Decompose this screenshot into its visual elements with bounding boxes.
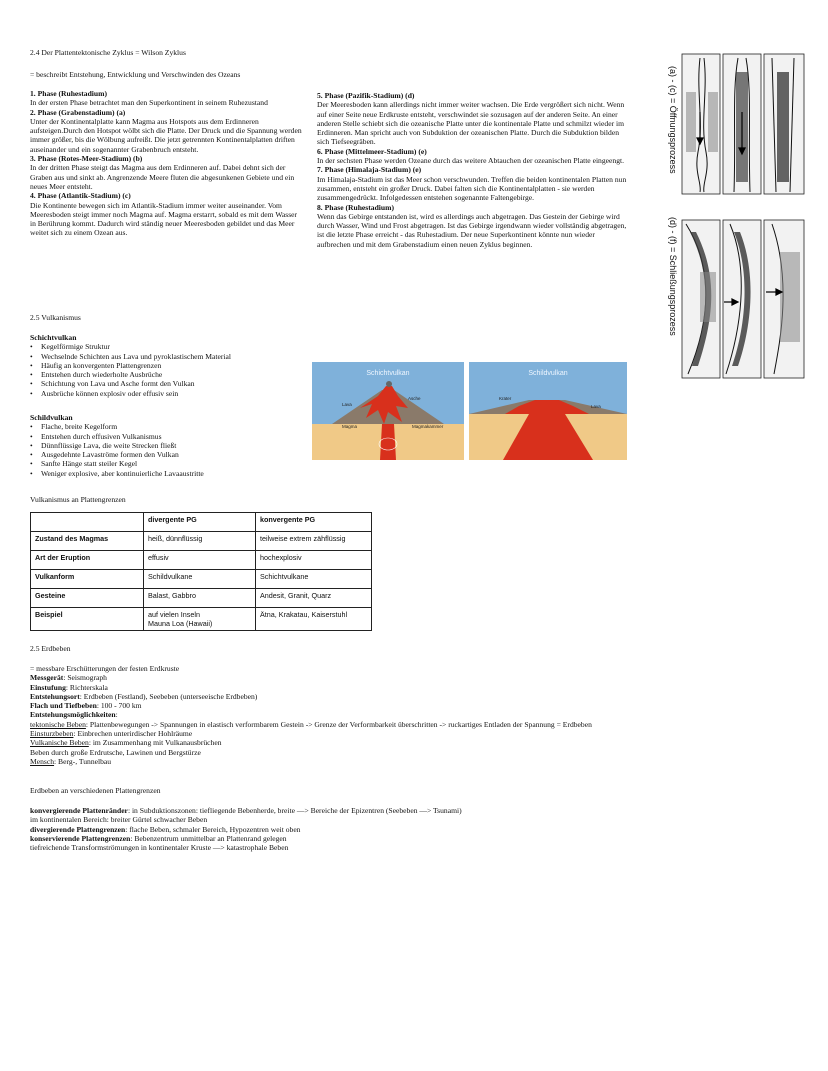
schichtvulkan-illustration xyxy=(312,362,464,460)
value-einstufung: : Richterskala xyxy=(65,682,108,692)
value-mensch: : Berg-, Tunnelbau xyxy=(54,756,112,766)
phase4-title: 4. Phase (Atlantik-Stadium) (c) xyxy=(30,191,131,201)
value-divergierend: : flache Beben, schmaler Bereich, Hypozentren weit oben xyxy=(125,824,301,834)
erdbeben-section xyxy=(30,664,810,766)
schichtvulkan-img-title: Schichtvulkan xyxy=(366,370,410,377)
phase7-title: 7. Phase (Himalaja-Stadium) (e) xyxy=(317,165,422,175)
schildvulkan-illustration xyxy=(469,362,627,460)
phase6-text: In der sechsten Phase werden Ozeane durch das weitere Abtauchen der ozeanischen Platte eingeengt. xyxy=(317,156,624,166)
value-entstehungsmoeglichkeiten: : xyxy=(115,710,118,720)
phase2-title: 2. Phase (Grabenstadium) (a) xyxy=(30,107,126,117)
table-row xyxy=(31,608,372,631)
table-cell: effusiv xyxy=(144,551,256,570)
table-row xyxy=(31,551,372,570)
value-tektonische-beben: : Plattenbewegungen -> Spannungen in elastisch verformbarem Gestein -> Grenze der Verformbarkeit überschritten -> ruckartiges Entladen der Spannung = Erdbeben xyxy=(85,719,592,729)
table-header-row xyxy=(31,513,372,532)
zyklus-left-column xyxy=(30,89,302,238)
schichtvulkan-title: Schichtvulkan xyxy=(30,333,77,342)
phase2-text: Unter der Kontinentalplatte kann Magma aus Hotspots aus dem Erdinneren aufsteigen.Durch den Hotspot wölbt sich die Platte. Der Druck und die Spannung werden immer größer, bis die Wölbung aufreißt. Die jetzt getrennten Kontinentalplatten driften auseinander und ein sogenannter Grabenbruch entsteht. xyxy=(30,116,302,154)
list-item: • Flache, breite Kegelform xyxy=(41,422,204,431)
zyklus-heading: 2.4 Der Plattentektonische Zyklus = Wilson Zyklus xyxy=(30,48,186,57)
list-item: • Ausbrüche können explosiv oder effusiv sein xyxy=(41,389,231,398)
list-item: • Dünnflüssige Lava, die weite Strecken fließt xyxy=(41,441,204,450)
label-entstehungsmoeglichkeiten: Entstehungsmöglichkeiten xyxy=(30,710,116,720)
label-mensch: Mensch xyxy=(30,756,55,766)
value-konvergierend: : in Subduktionszonen: tiefliegende Bebenherde, breite —> Bereiche der Epizentren (Seebeben —> Tsunami) xyxy=(127,806,462,815)
label-entstehungsort: Entstehungsort xyxy=(30,691,80,701)
schildvulkan-title: Schildvulkan xyxy=(30,413,73,422)
plattengrenzen-section xyxy=(30,806,810,852)
diagram-label-opening: (a) - (c) = Öffnungsprozess xyxy=(668,66,678,174)
zyklus-intro: = beschreibt Entstehung, Entwicklung und Verschwinden des Ozeans xyxy=(30,70,241,79)
phase3-title: 3. Phase (Rotes-Meer-Stadium) (b) xyxy=(30,154,143,164)
value-entstehungsort: : Erdbeben (Festland), Seebeben (unterseeische Erdbeben) xyxy=(79,691,258,701)
schildvulkan-img-title: Schildvulkan xyxy=(528,370,568,377)
vulkanismus-heading: 2.5 Vulkanismus xyxy=(30,313,81,322)
list-item: • Ausgedehnte Lavaströme formen den Vulkan xyxy=(41,450,204,459)
value-messgeraet: : Seismograph xyxy=(63,673,107,683)
label-divergierend: divergierende Plattengrenzen xyxy=(30,824,126,834)
table-cell: teilweise extrem zähflüssig xyxy=(256,532,372,551)
list-item: • Wechselnde Schichten aus Lava und pyroklastischem Material xyxy=(41,352,231,361)
label-konservierend: konservierende Plattengrenzen xyxy=(30,833,131,843)
plattengrenzen-heading: Erdbeben an verschiedenen Plattengrenzen xyxy=(30,786,161,795)
label-vulkanische-beben: Vulkanische Beben xyxy=(30,738,89,748)
table-caption: Vulkanismus an Plattengrenzen xyxy=(30,495,126,504)
label-tektonische-beben: tektonische Beben xyxy=(30,719,86,729)
phase4-text: Die Kontinente bewegen sich im Atlantik-Stadium immer weiter auseinander. Vom Meeresboden steigt immer noch Magma auf. Magma erstarrt, sobald es mit dem Wasser in Berührung kommt. Dadurch wird ständig neuer Meeresboden gebildet und das Meer weitet sich zu einem Ozean aus. xyxy=(30,200,298,238)
label-konvergierend: konvergierende Plattenränder xyxy=(30,806,128,815)
table-cell: Andesit, Granit, Quarz xyxy=(256,589,372,608)
table-row xyxy=(31,589,372,608)
list-item: • Weniger explosive, aber kontinuierliche Lavaaustritte xyxy=(41,469,204,478)
phase8-text: Wenn das Gebirge entstanden ist, wird es allerdings auch abgetragen. Das Gestein der Gebirge wird durch Wasser, Wind und Frost abgetragen. Ist das Gebirge irgendwann wieder vollständig abgetragen, ist die letzte Phase erreicht - das Ruhestadium. Der neue Superkontinent könnte nun wieder aufbrechen und mit dem Grabenstadium einen neuen Zyklus beginnen. xyxy=(317,211,627,249)
list-item: • Sanfte Hänge statt steiler Kegel xyxy=(41,459,204,468)
table-row xyxy=(31,532,372,551)
table-cell: Schichtvulkane xyxy=(256,570,372,589)
erdbeben-definition: = messbare Erschütterungen der festen Erdkruste xyxy=(30,664,180,673)
schichtvulkan-list xyxy=(30,342,231,398)
list-item: • Kegelförmige Struktur xyxy=(41,342,231,351)
konservierend-line2: tiefreichende Transformströmungen in kontinentaler Kruste —> katastrophale Beben xyxy=(30,843,289,853)
phase5-title: 5. Phase (Pazifik-Stadium) (d) xyxy=(317,91,415,100)
konvergierend-line2: im kontinentalen Bereich: breiter Gürtel schwacher Beben xyxy=(30,815,208,825)
list-item: • Entstehen durch wiederholte Ausbrüche xyxy=(41,370,231,379)
table-cell xyxy=(31,513,144,532)
table-cell: hochexplosiv xyxy=(256,551,372,570)
label-krater: Krater xyxy=(499,396,512,401)
erdbeben-heading: 2.5 Erdbeben xyxy=(30,644,71,653)
table-cell: Vulkanform xyxy=(31,570,144,589)
schichtvulkan-section xyxy=(30,333,231,398)
table-row xyxy=(31,570,372,589)
wilson-cycle-figure xyxy=(680,52,808,382)
table-cell: auf vielen Inseln Mauna Loa (Hawaii) xyxy=(144,608,256,631)
phase8-title: 8. Phase (Ruhestadium) xyxy=(317,202,394,212)
phase6-title: 6. Phase (Mittelmeer-Stadium) (e) xyxy=(317,146,427,156)
table-cell: Art der Eruption xyxy=(31,551,144,570)
table-header: konvergente PG xyxy=(256,513,372,532)
value-konservierend: : Bebenzentrum unmittelbar an Plattenrand gelegen xyxy=(130,833,287,843)
table-cell: Gesteine xyxy=(31,589,144,608)
list-item: • Häufig an konvergenten Plattengrenzen xyxy=(41,361,231,370)
table-cell: Balast, Gabbro xyxy=(144,589,256,608)
value-tiefbeben: : 100 - 700 km xyxy=(96,701,142,711)
label-lava: Lava xyxy=(342,402,352,407)
wilson-cycle-diagram xyxy=(660,52,808,382)
label-tiefbeben: Flach und Tiefbeben xyxy=(30,701,97,711)
phase7-text: Im Himalaja-Stadium ist das Meer schon verschwunden. Treffen die beiden kontinentalen Platten nun zusammen, entsteht ein großer Druck. Dabei falten sich die Kontinentalplatten - sie werden zusammengedrückt. Infolgedessen entstehen sogenannte Faltengebirge. xyxy=(317,174,627,203)
label-asche: Asche xyxy=(408,396,421,401)
value-vulkanische-beben: : im Zusammenhang mit Vulkanausbrüchen xyxy=(88,738,222,748)
label-magma: Magma xyxy=(342,424,358,429)
table-cell: Schildvulkane xyxy=(144,570,256,589)
table-cell: heiß, dünnflüssig xyxy=(144,532,256,551)
label-magmakammer: Magmakammer xyxy=(412,424,444,429)
list-item: • Schichtung von Lava und Asche formt den Vulkan xyxy=(41,379,231,388)
label-einsturzbeben: Einsturzbeben xyxy=(30,729,74,739)
table-cell: Ätna, Krakatau, Kaiserstuhl xyxy=(256,608,372,631)
label-messgeraet: Messgerät xyxy=(30,673,64,683)
table-cell: Beispiel xyxy=(31,608,144,631)
zyklus-right-column xyxy=(317,91,629,249)
label-lava: Lava xyxy=(591,404,601,409)
plattengrenzen-table xyxy=(30,512,372,631)
schildvulkan-section xyxy=(30,413,204,478)
phase5-text: Der Meeresboden kann allerdings nicht immer weiter wachsen. Die Erde vergrößert sich nicht. Wenn auf einer Seite neue Erdkruste entsteht, verschwindet sie sozusagen auf der anderen Seite. An einer anderen Stelle schiebt sich die ozeanische Platte unter die kontinentale Platte und schmilzt wieder im Erdinneren. Man spricht auch von Subduktion der ozeanischen Platte. Durch die Subduktion bilden sich Tiefseegräben. xyxy=(317,100,625,147)
list-item: • Entstehen durch effusiven Vulkanismus xyxy=(41,432,204,441)
phase3-text: In der dritten Phase steigt das Magma aus dem Erdinneren auf. Dabei dehnt sich der Graben aus und sinkt ab. Angrenzende Meere fluten die abgesunkenen Gebiete und ein neues Meer entsteht. xyxy=(30,163,295,191)
erdrutsch-text: Beben durch große Erdrutsche, Lawinen und Bergstürze xyxy=(30,747,201,757)
phase1-text: In der ersten Phase betrachtet man den Superkontinent in seinem Ruhezustand xyxy=(30,98,268,108)
diagram-label-closing: (d) - (f) = Schließungsprozess xyxy=(668,217,678,336)
table-cell: Zustand des Magmas xyxy=(31,532,144,551)
label-einstufung: Einstufung xyxy=(30,682,66,692)
phase1-title: 1. Phase (Ruhestadium) xyxy=(30,89,107,98)
schildvulkan-list xyxy=(30,422,204,478)
table-header: divergente PG xyxy=(144,513,256,532)
value-einsturzbeben: : Einbrechen unterirdischer Hohlräume xyxy=(73,729,193,739)
